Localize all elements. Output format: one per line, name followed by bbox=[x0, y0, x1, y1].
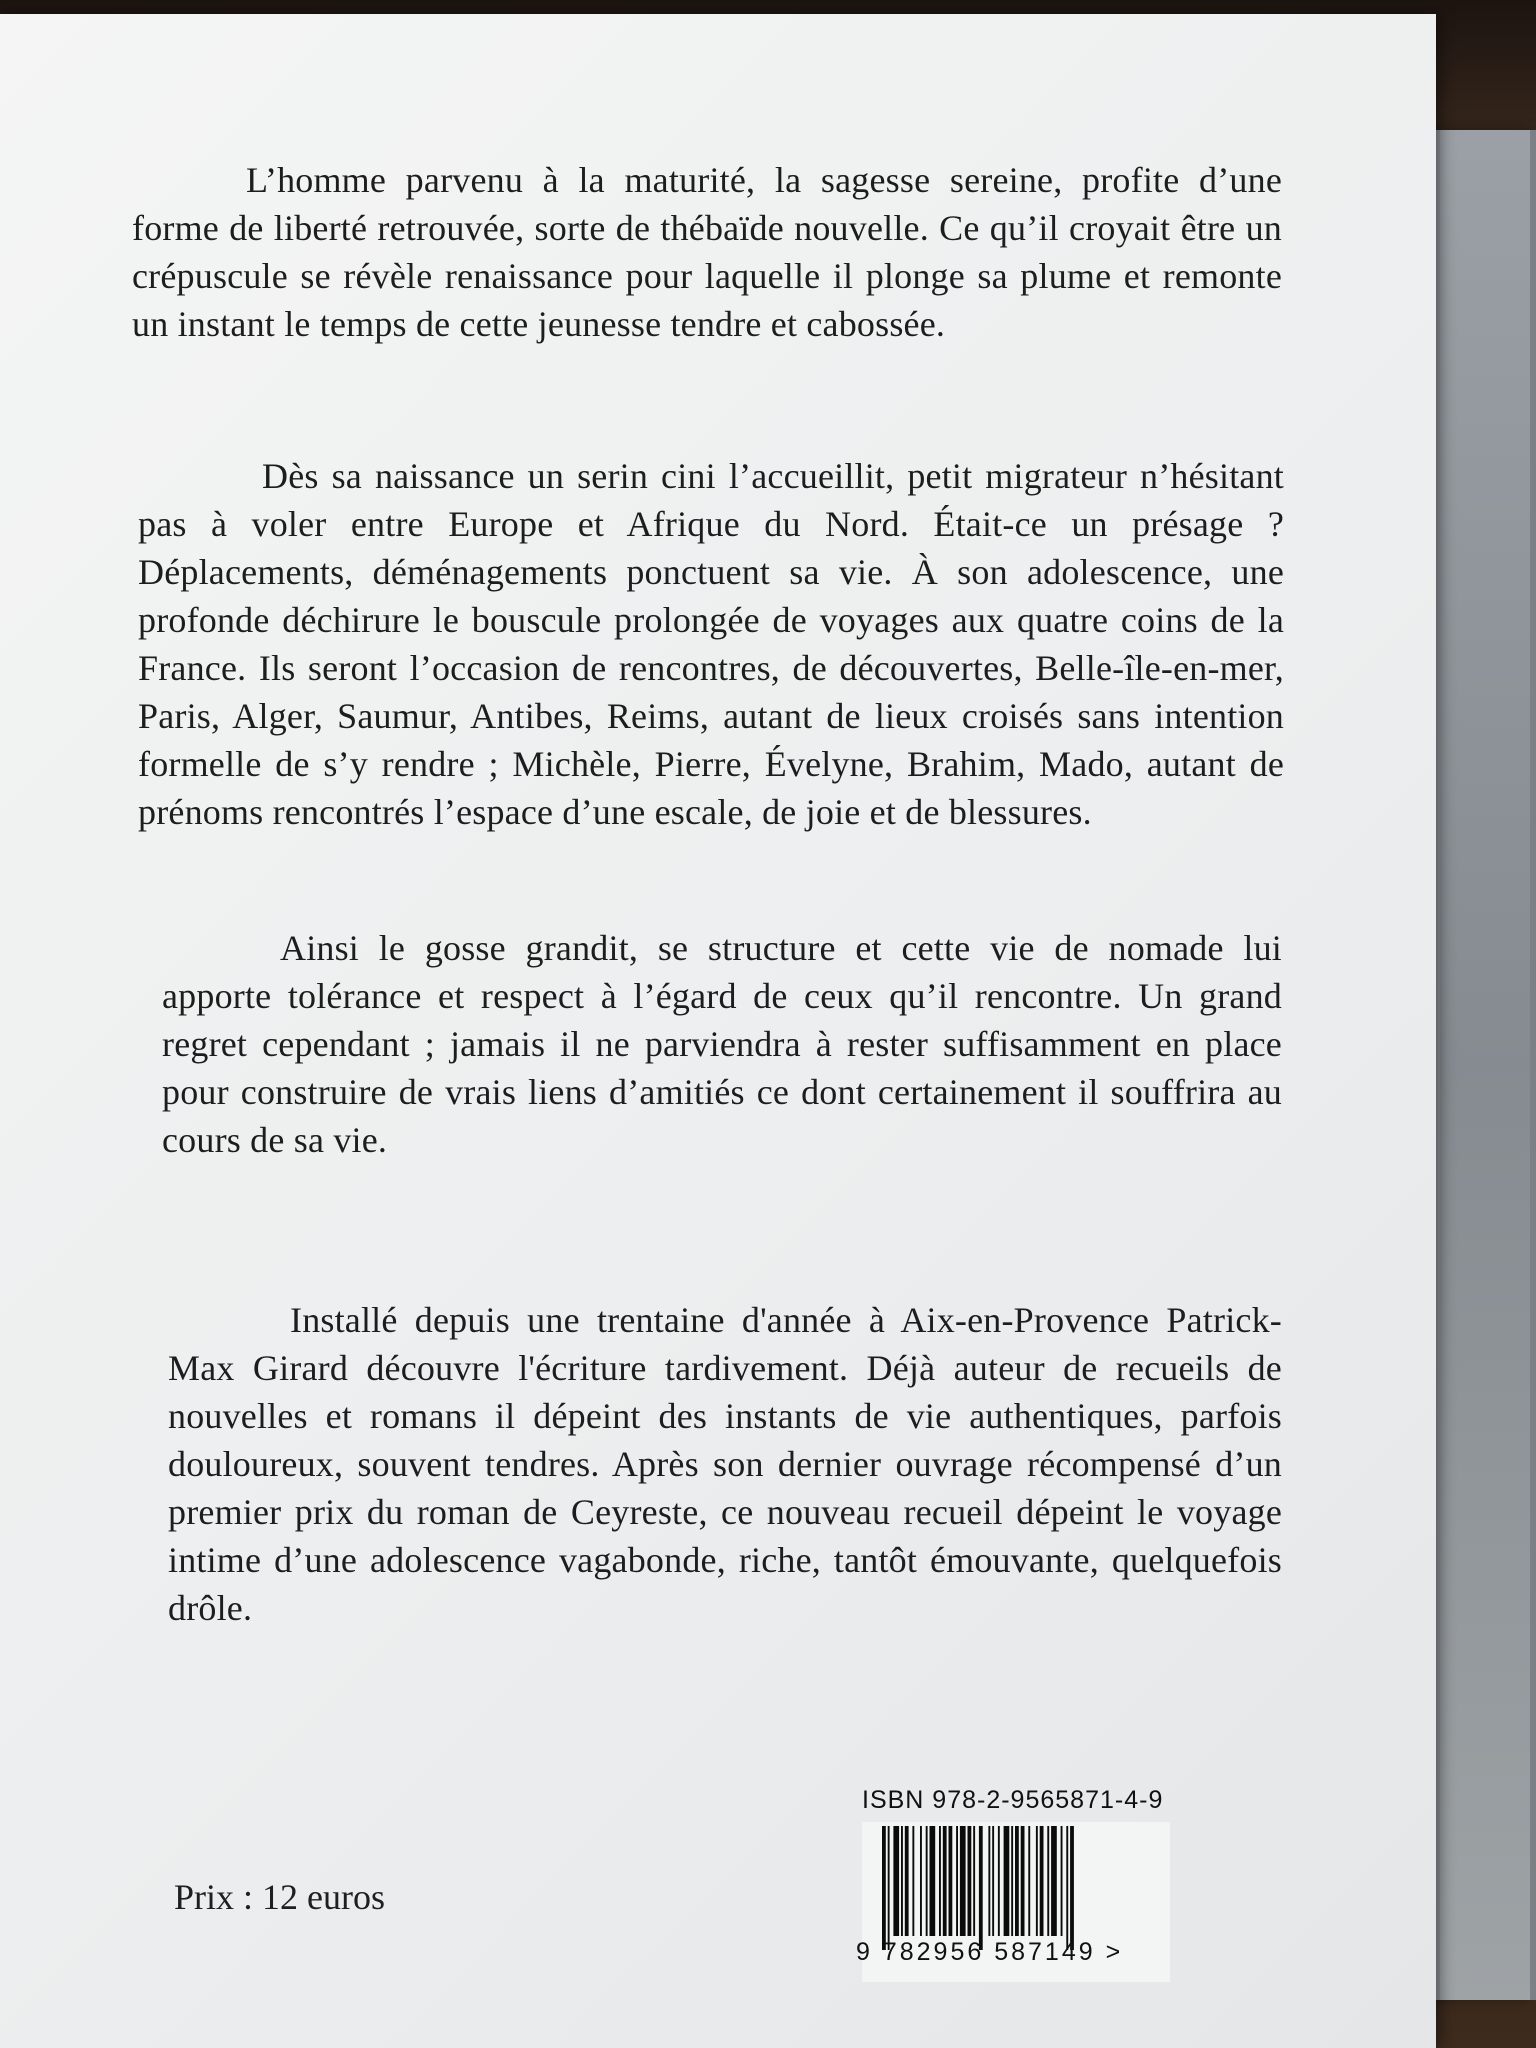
barcode-bar bbox=[1061, 1826, 1063, 1936]
price-label: Prix : 12 euros bbox=[174, 1877, 385, 1917]
barcode-bar bbox=[1028, 1826, 1030, 1936]
barcode-bar bbox=[968, 1826, 972, 1936]
barcode-bar bbox=[998, 1826, 1000, 1936]
barcode-bar bbox=[930, 1826, 936, 1936]
blurb-paragraph-3: Ainsi le gosse grandit, se structure et cette vie de nomade lui apporte tolérance et respect à l’égard de ceux qu’il rencontre. Un grand regret cependant ; jamais il ne parviendra à rester suffisamment en place pour construire de vrais liens d’amitiés ce dont certainement il souffrira au cours de sa vie. bbox=[162, 928, 1282, 1160]
barcode-bar bbox=[905, 1826, 909, 1936]
barcode-bar bbox=[1047, 1826, 1049, 1936]
barcode-bar bbox=[1021, 1826, 1025, 1936]
barcode-bar bbox=[920, 1826, 922, 1936]
barcode-bar bbox=[979, 1826, 983, 1950]
blurb-paragraph-2: Dès sa naissance un serin cini l’accueillit, petit migrateur n’hésitant pas à voler entre Europe et Afrique du Nord. Était-ce un présage ? Déplacements, déménagements ponctuent sa vie. À son adolescence, une profonde déchirure le bouscule prolongée de voyages aux quatre coins de la France. Ils seront l’occasion de rencontres, de découvertes, Belle-île-en-mer, Paris, Alger, Saumur, Antibes, Reims, autant de lieux croisés sans intention formelle de s’y rendre ; Michèle, Pierre, Évelyne, Brahim, Mado, autant de prénoms rencontrés l’espace d’une escale, de joie et de blessures. bbox=[138, 456, 1284, 832]
barcode-bar bbox=[926, 1826, 928, 1936]
barcode-bar bbox=[1011, 1826, 1013, 1936]
barcode-bar bbox=[882, 1826, 886, 1950]
barcode-bar bbox=[1004, 1826, 1010, 1936]
barcode-bar bbox=[973, 1826, 975, 1936]
barcode-bar bbox=[1036, 1826, 1038, 1936]
barcode-bar bbox=[988, 1826, 990, 1936]
barcode-bar bbox=[888, 1826, 890, 1950]
barcode-bar bbox=[1051, 1826, 1057, 1936]
barcode-bar bbox=[1040, 1826, 1044, 1936]
barcode-bar bbox=[949, 1826, 953, 1936]
barcode-bar bbox=[901, 1826, 903, 1936]
barcode-bar bbox=[1066, 1826, 1068, 1950]
author-bio-paragraph: Installé depuis une trentaine d'année à Aix-en-Provence Patrick-Max Girard découvre l'écriture tardivement. Déjà auteur de recueils de nouvelles et romans il dépeint des instants de vie authentiques, parfois douloureux, souvent tendres. Après son dernier ouvrage récompensé d’un premier prix du roman de Ceyreste, ce nouveau recueil dépeint le voyage intime d’une adolescence vagabonde, riche, tantôt émouvante, quelquefois drôle. bbox=[168, 1300, 1282, 1628]
barcode-bar bbox=[893, 1826, 899, 1936]
barcode-bar bbox=[943, 1826, 947, 1936]
barcode-bar bbox=[1070, 1826, 1074, 1950]
barcode-bar bbox=[912, 1826, 914, 1936]
barcode-digits: 9 782956 587149 > bbox=[856, 1938, 1124, 1966]
barcode-bar bbox=[960, 1826, 966, 1936]
underlying-page-shadow bbox=[1440, 130, 1530, 2000]
blurb-paragraph-1: L’homme parvenu à la maturité, la sagesse sereine, profite d’une forme de liberté retrouvée, sorte de thébaïde nouvelle. Ce qu’il croyait être un crépuscule se révèle renaissance pour laquelle il plonge sa plume et remonte un instant le temps de cette jeunesse tendre et cabossée. bbox=[132, 160, 1282, 344]
barcode-bar bbox=[1015, 1826, 1019, 1936]
barcode-bar bbox=[939, 1826, 941, 1936]
book-back-cover bbox=[0, 14, 1436, 2048]
barcode-bar bbox=[992, 1826, 994, 1936]
barcode-bar bbox=[956, 1826, 958, 1936]
isbn-label: ISBN 978-2-9565871-4-9 bbox=[862, 1786, 1164, 1814]
